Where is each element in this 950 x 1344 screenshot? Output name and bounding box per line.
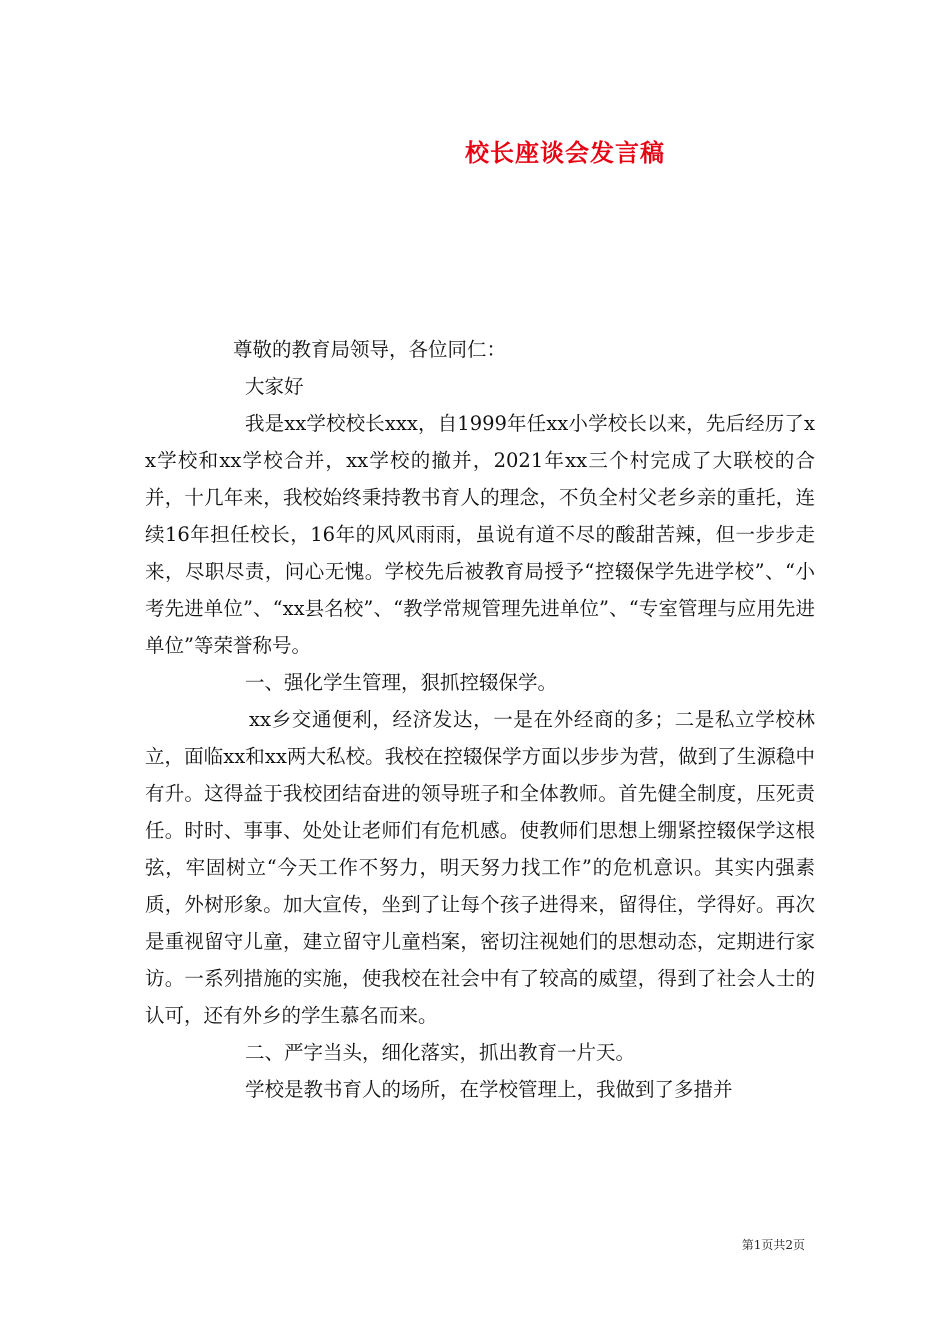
document-title: 校长座谈会发言稿: [465, 138, 665, 167]
section-heading-2: 二、严字当头，细化落实，抓出教育一片天。: [245, 1041, 636, 1064]
section-2-paragraph: 学校是教书育人的场所，在学校管理上，我做到了多措并: [245, 1078, 733, 1101]
intro-paragraph: 我是xx学校校长xxx，自1999年任xx小学校长以来，先后经历了xx学校和xx学校合并，xx学校的撤并，2021年xx三个村完成了大联校的合并，十几年来，我校始终秉持教书育人的理念，不负全村父老乡亲的重托，连续16年担任校长，16年的风风雨雨，虽说有道不尽的酸甜苦辣，但一步步走来，尽职尽责，问心无愧。学校先后被教育局授予“控辍保学先进学校”、“小考先进单位”、“xx县名校”、“教学常规管理先进单位”、“专室管理与应用先进单位”等荣誉称号。: [145, 412, 815, 657]
section-heading-1: 一、强化学生管理，狠抓控辍保学。: [245, 671, 558, 694]
greeting-paragraph: 尊敬的教育局领导，各位同仁：: [233, 338, 507, 361]
page-number-footer: 第1页共2页: [741, 1238, 805, 1252]
document-body: [145, 331, 815, 1108]
section-1-paragraph: xx乡交通便利，经济发达，一是在外经商的多；二是私立学校林立，面临xx和xx两大私校。我校在控辍保学方面以步步为营，做到了生源稳中有升。这得益于我校团结奋进的领导班子和全体教师。首先健全制度，压死责任。时时、事事、处处让老师们有危机感。使教师们思想上绷紧控辍保学这根弦，牢固树立“今天工作不努力，明天努力找工作”的危机意识。其实内强素质，外树形象。加大宣传，坐到了让每个孩子进得来，留得住，学得好。再次是重视留守儿童，建立留守儿童档案，密切注视她们的思想动态，定期进行家访。一系列措施的实施，使我校在社会中有了较高的威望，得到了社会人士的认可，还有外乡的学生慕名而来。: [145, 708, 815, 1027]
salutation-paragraph: 大家好: [245, 375, 304, 398]
